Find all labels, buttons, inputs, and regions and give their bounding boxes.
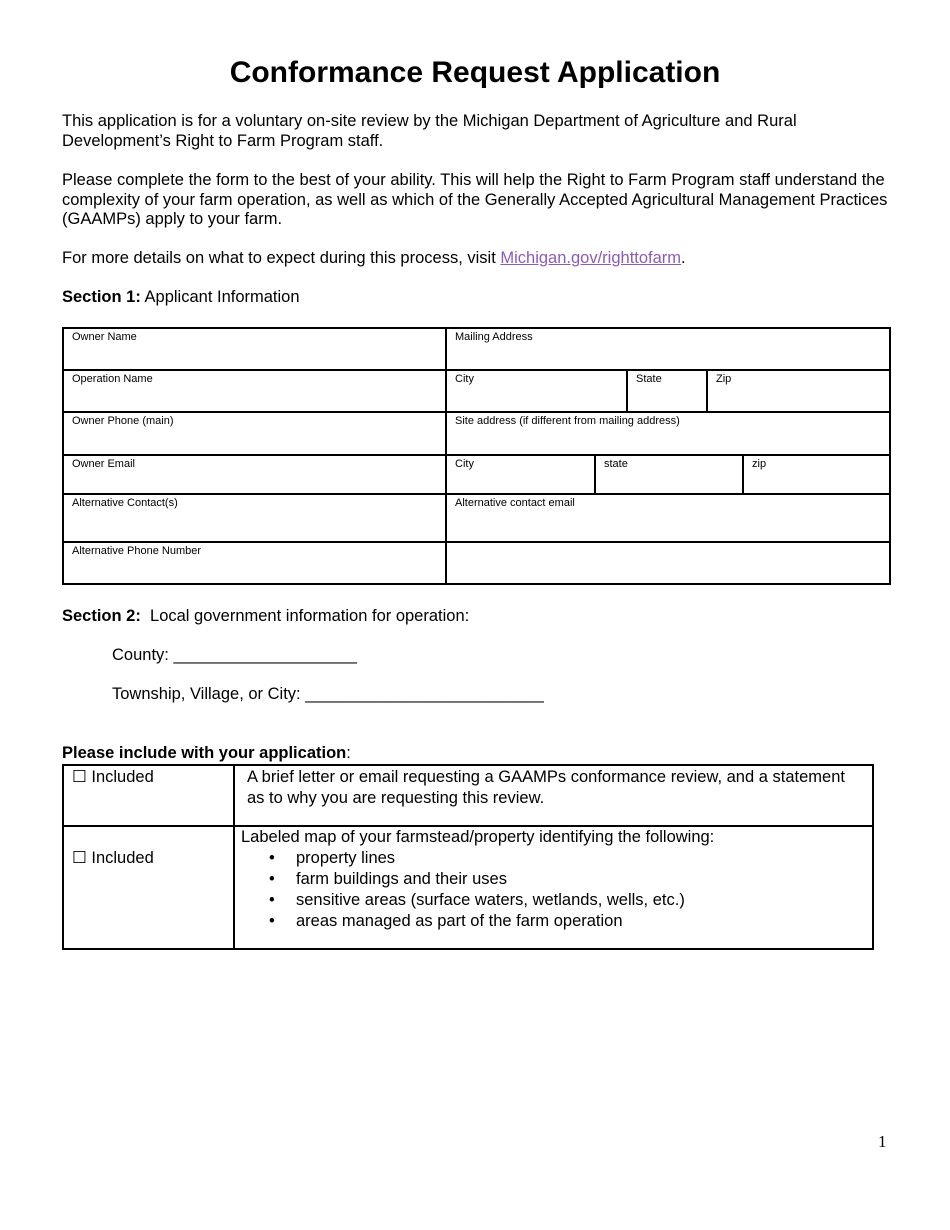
intro-paragraph-3 xyxy=(62,249,897,269)
alt-contact-email-field[interactable]: Alternative contact email xyxy=(455,497,575,509)
owner-name-field[interactable]: Owner Name xyxy=(72,331,137,343)
county-field[interactable]: County: ____________________ xyxy=(112,646,357,664)
section2-label: Section 2: xyxy=(62,607,141,625)
site-city-field[interactable]: City xyxy=(455,458,474,470)
mailing-address-field[interactable]: Mailing Address xyxy=(455,331,533,343)
alt-contact-field[interactable]: Alternative Contact(s) xyxy=(72,497,178,509)
list-item: • areas managed as part of the farm operation xyxy=(241,911,861,932)
intro-paragraph-3-suffix: . xyxy=(681,249,686,267)
section1-title: Applicant Information xyxy=(140,288,300,306)
list-item: • sensitive areas (surface waters, wetlands, wells, etc.) xyxy=(241,890,861,911)
included-checkbox-2[interactable]: ☐ Included xyxy=(72,849,154,867)
empty-field[interactable] xyxy=(447,543,889,583)
city-field[interactable]: City xyxy=(455,373,474,385)
site-state-field[interactable]: state xyxy=(604,458,628,470)
section1-label: Section 1: xyxy=(62,288,141,306)
state-field[interactable]: State xyxy=(636,373,662,385)
page-title: Conformance Request Application xyxy=(229,56,721,89)
intro-paragraph-3-prefix: For more details on what to expect during this process, visit xyxy=(62,249,501,267)
include-item-map xyxy=(241,827,861,932)
owner-email-field[interactable]: Owner Email xyxy=(72,458,135,470)
right-to-farm-link[interactable]: Michigan.gov/righttofarm xyxy=(500,249,682,267)
alt-phone-field[interactable]: Alternative Phone Number xyxy=(72,545,202,557)
owner-phone-field[interactable]: Owner Phone (main) xyxy=(72,415,174,427)
list-item: • farm buildings and their uses xyxy=(241,869,861,890)
include-heading-suffix: : xyxy=(346,744,351,762)
site-address-field[interactable]: Site address (if different from mailing address) xyxy=(455,415,680,427)
include-heading-text: Please include with your application xyxy=(62,744,347,762)
section2-title: Local government information for operation: xyxy=(140,607,470,625)
page-number: 1 xyxy=(878,1132,887,1151)
section1-heading xyxy=(62,288,300,307)
applicant-info-grid xyxy=(62,327,891,585)
intro-paragraph-1: This application is for a voluntary on-site review by the Michigan Department of Agriculture and Rural Development’s Right to Farm Program staff. xyxy=(62,112,797,150)
include-table xyxy=(62,764,874,950)
zip-field[interactable]: Zip xyxy=(716,373,732,385)
section2-heading xyxy=(62,607,469,626)
included-checkbox-1[interactable]: ☐ Included xyxy=(72,768,154,786)
include-item-letter: A brief letter or email requesting a GAAMPs conformance review, and a statement as to why you are requesting this review. xyxy=(247,768,845,807)
site-zip-field[interactable]: zip xyxy=(752,458,767,470)
township-field[interactable]: Township, Village, or City: __________________________ xyxy=(112,685,544,703)
include-item-map-text: Labeled map of your farmstead/property identifying the following: xyxy=(241,828,715,846)
table-divider xyxy=(233,766,235,948)
operation-name-field[interactable]: Operation Name xyxy=(72,373,153,385)
map-requirements-list xyxy=(241,848,861,932)
list-item: • property lines xyxy=(241,848,861,869)
include-heading xyxy=(62,744,351,763)
intro-paragraph-2: Please complete the form to the best of your ability. This will help the Right to Farm Program staff understand the complexity of your farm operation, as well as which of the Generally Accepted Agricultural Management Practices (GAAMPs) apply to your farm. xyxy=(62,171,888,228)
